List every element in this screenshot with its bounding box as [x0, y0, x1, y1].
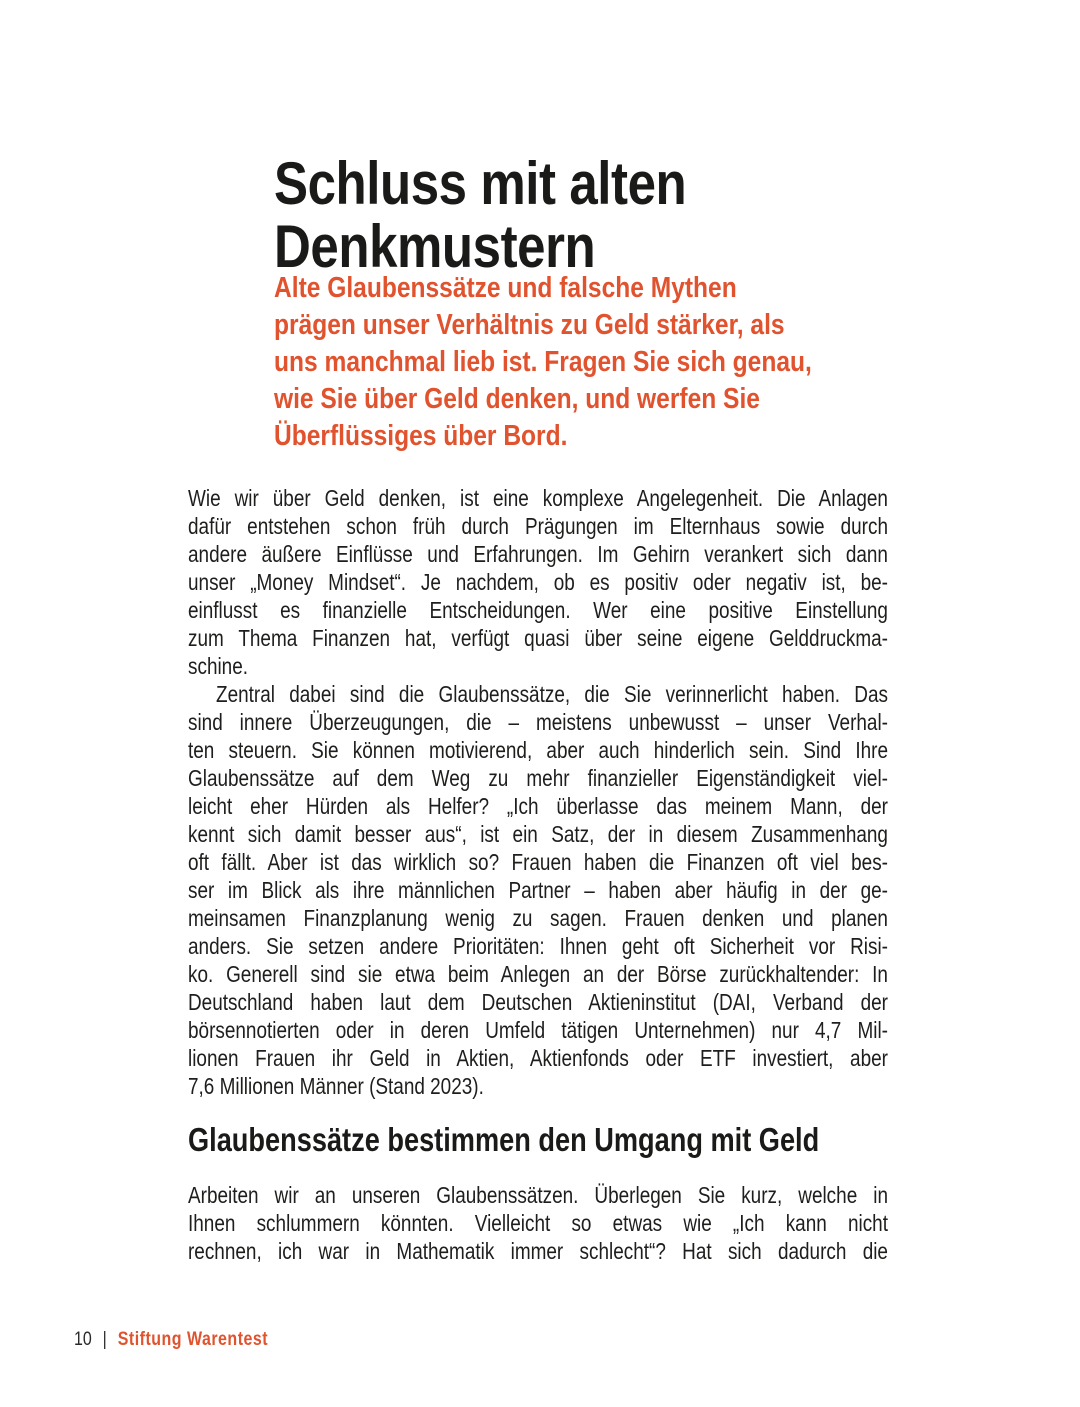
body-paragraph [188, 484, 888, 680]
lead-line: prägen unser Verhältnis zu Geld stärker, als [274, 309, 785, 341]
footer-separator: | [102, 1329, 107, 1350]
text-line: 7,6 Millionen Männer (Stand 2023). [188, 1073, 484, 1099]
text-line: anders. Sie setzen andere Prioritäten: Ihnen geht oft Sicherheit vor Risi- [188, 933, 888, 959]
text-line: einflusst es finanzielle Entscheidungen. Wer eine positive Einstellung [188, 597, 888, 623]
text-line: schine. [188, 653, 249, 679]
text-line: leicht eher Hürden als Helfer? „Ich überlasse das meinem Mann, der [188, 793, 888, 819]
section-heading: Glaubenssätze bestimmen den Umgang mit Geld [188, 1121, 820, 1158]
text-line: börsennotierten oder in deren Umfeld tätigen Unternehmen) nur 4,7 Mil- [188, 1017, 888, 1043]
text-line: zum Thema Finanzen hat, verfügt quasi über seine eigene Gelddruckma- [188, 625, 888, 651]
text-line: unser „Money Mindset“. Je nachdem, ob es positiv oder negativ ist, be- [188, 569, 888, 595]
text-line: kennt sich damit besser aus“, ist ein Satz, der in diesem Zusammenhang [188, 821, 888, 847]
text-line: ser im Blick als ihre männlichen Partner – haben aber häufig in der ge- [188, 877, 888, 903]
text-line: Glaubenssätze auf dem Weg zu mehr finanzieller Eigenständigkeit viel- [188, 765, 888, 791]
text-line: oft fällt. Aber ist das wirklich so? Frauen haben die Finanzen oft viel bes- [188, 849, 888, 875]
text-line: andere äußere Einflüsse und Erfahrungen. Im Gehirn verankert sich dann [188, 541, 888, 567]
chapter-title-line: Schluss mit alten [274, 150, 687, 218]
text-line: Arbeiten wir an unseren Glaubenssätzen. Überlegen Sie kurz, welche in [188, 1182, 888, 1209]
body-paragraph [188, 680, 888, 1100]
text-line: dafür entstehen schon früh durch Prägungen im Elternhaus sowie durch [188, 513, 888, 539]
lead-line: wie Sie über Geld denken, und werfen Sie [274, 383, 760, 415]
page-number: 10 [74, 1329, 92, 1350]
lead-line: Alte Glaubenssätze und falsche Mythen [274, 272, 737, 304]
text-line: ten steuern. Sie können motivierend, aber auch hinderlich sein. Sind Ihre [188, 737, 888, 763]
body-paragraph [188, 1181, 888, 1265]
lead-paragraph [274, 270, 884, 455]
chapter-title [274, 150, 835, 281]
article-body [188, 484, 888, 1265]
text-line: Ihnen schlummern könnten. Vielleicht so etwas wie „Ich kann nicht [188, 1210, 888, 1237]
text-line: rechnen, ich war in Mathematik immer schlecht“? Hat sich dadurch die [188, 1238, 888, 1265]
lead-line: uns manchmal lieb ist. Fragen Sie sich genau, [274, 346, 812, 378]
page-footer [74, 1328, 268, 1352]
text-line: ko. Generell sind sie etwa beim Anlegen an der Börse zurückhaltender: In [188, 961, 888, 987]
text-line: Wie wir über Geld denken, ist eine komplexe Angelegenheit. Die Anlagen [188, 485, 888, 511]
text-line: Deutschland haben laut dem Deutschen Aktieninstitut (DAI, Verband der [188, 989, 888, 1015]
chapter-title-line: Denkmustern [274, 213, 596, 281]
publisher-name: Stiftung Warentest [117, 1329, 269, 1350]
text-line: meinsamen Finanzplanung wenig zu sagen. Frauen denken und planen [188, 905, 888, 931]
text-line: Zentral dabei sind die Glaubenssätze, die Sie verinnerlicht haben. Das [215, 681, 888, 707]
text-line: sind innere Überzeugungen, die – meistens unbewusst – unser Verhal- [188, 709, 888, 735]
lead-line: Überflüssiges über Bord. [274, 420, 568, 452]
text-line: lionen Frauen ihr Geld in Aktien, Aktienfonds oder ETF investiert, aber [188, 1045, 888, 1071]
